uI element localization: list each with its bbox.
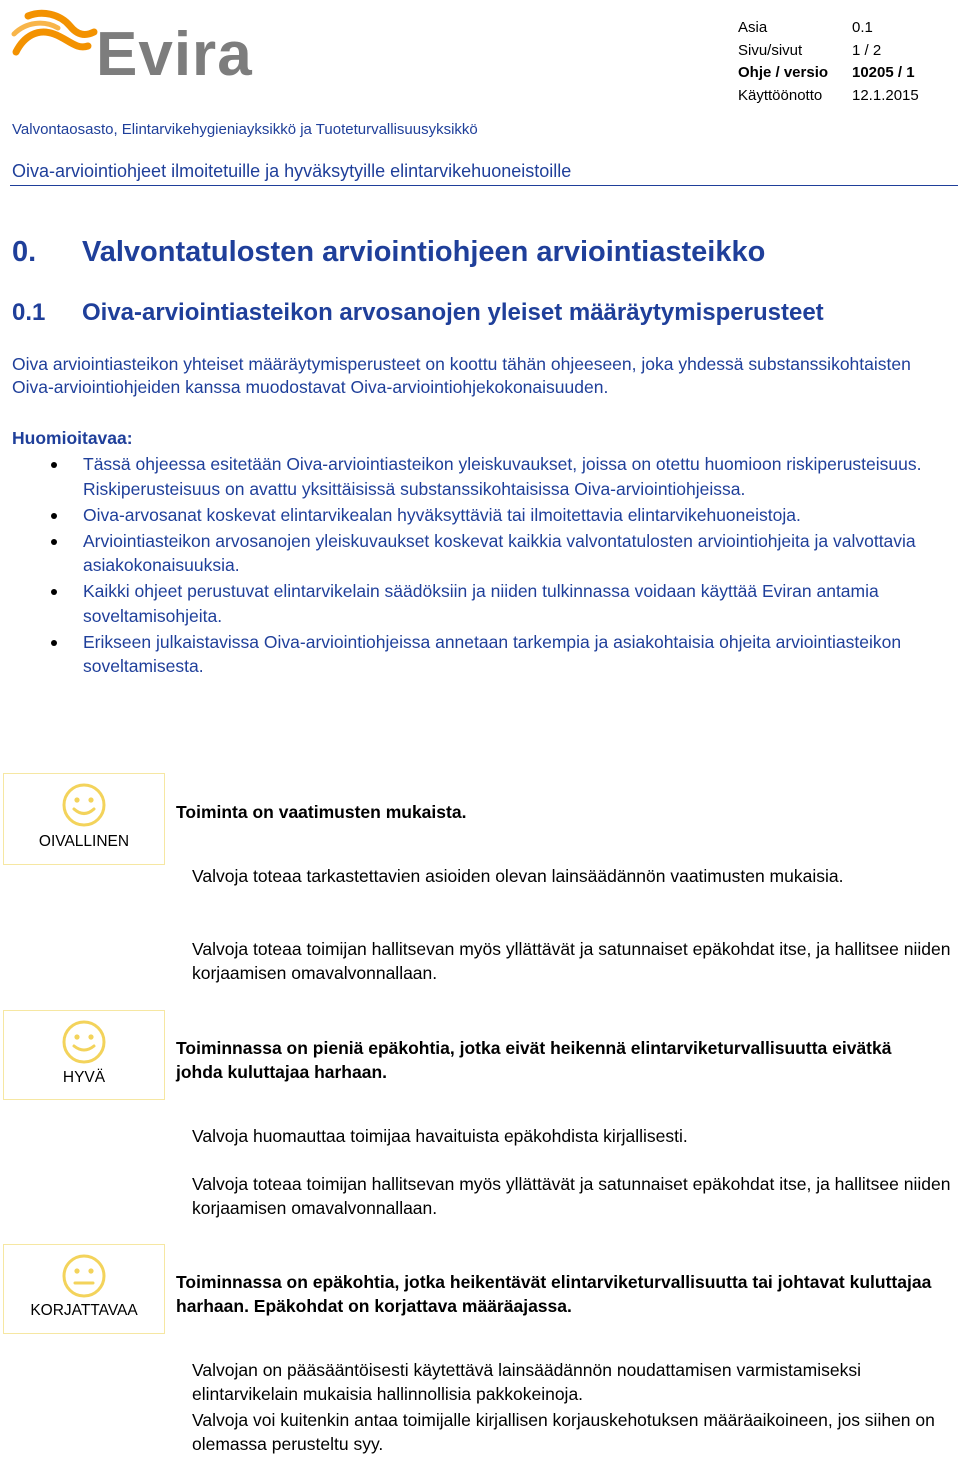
grade-box-oivallinen [3,773,165,865]
meta-label: Asia [738,19,768,36]
list-item: Kaikki ohjeet perustuvat elintarvikelain säädöksiin ja niiden tulkinnassa voidaan käyttää Eviran antamia soveltamisohjeita. [12,579,952,628]
department-line: Valvontaosasto, Elintarvikehygieniayksikkö ja Tuoteturvallisuusyksikkö [12,121,478,138]
grade-label: KORJATTAVAA [30,1302,138,1319]
grade-box-korjattavaa [3,1244,165,1334]
header-divider [10,185,958,186]
logo-wordmark: Evira [96,20,253,89]
grade-title: Toiminnassa on pieniä epäkohtia, jotka eivät heikennä elintarviketurvallisuutta eivätkä johda kuluttajaa harhaan. [176,1038,892,1082]
meta-value: 12.1.2015 [852,86,919,104]
meta-row [738,17,919,40]
smiley-neutral-icon [61,1253,107,1299]
subsection-number: 0.1 [12,299,46,326]
document-title: Oiva-arviointiohjeet ilmoitetuille ja hyväksytyille elintarvikehuoneistoille [12,161,572,181]
list-item: Tässä ohjeessa esitetään Oiva-arviointiasteikon yleiskuvaukset, joissa on otettu huomioon riskiperusteisuus. Riskiperusteisuus on avattu yksittäisissä substanssikohtaisissa Oiva-arviointiohjeissa. [12,452,952,501]
meta-row [738,62,919,85]
meta-value: 1 / 2 [852,41,882,59]
subsection-title: Oiva-arviointiasteikon arvosanojen yleiset määräytymisperusteet [82,299,824,326]
section-title: Valvontatulosten arviointiohjeen arviointiasteikko [82,236,766,268]
meta-row [738,85,919,108]
grade-text: Valvoja huomauttaa toimijaa havaituista epäkohdista kirjallisesti. [192,1126,688,1146]
meta-label: Sivu/sivut [738,41,803,59]
meta-row [738,40,919,63]
grade-label: OIVALLINEN [38,833,130,850]
grade-text: Valvoja toteaa toimijan hallitsevan myös yllättävät ja satunnaiset epäkohdat itse, ja hallitsee niiden korjaamisen omavalvonnallaan. [192,1174,951,1218]
grade-title: Toiminta on vaatimusten mukaista. [176,802,467,822]
meta-value: 10205 / 1 [852,64,915,81]
smiley-happy-icon [61,782,107,828]
evira-logo-mark-icon [10,6,100,84]
grade-label: HYVÄ [62,1069,106,1086]
grade-text: Valvoja toteaa toimijan hallitsevan myös yllättävät ja satunnaiset epäkohdat itse, ja hallitsee niiden korjaamisen omavalvonnallaan. [192,939,951,983]
meta-value: 0.1 [852,19,873,36]
grade-title: Toiminnassa on epäkohtia, jotka heikentävät elintarviketurvallisuutta tai johtavat kuluttajaa harhaan. Epäkohdat on korjattava määräajassa. [176,1272,932,1316]
note-title: Huomioitavaa: [12,428,133,448]
document-meta [738,17,919,107]
list-item: Erikseen julkaistavissa Oiva-arviointiohjeissa annetaan tarkempia ja asiakohtaisia ohjeita arviointiasteikon soveltamisesta. [12,630,952,679]
grade-text: Valvoja voi kuitenkin antaa toimijalle kirjallisen korjauskehotuksen määräaikoineen, jos siihen on olemassa perusteltu syy. [192,1410,935,1454]
grade-text: Valvoja toteaa tarkastettavien asioiden olevan lainsäädännön vaatimusten mukaisia. [192,866,844,886]
grade-box-hyva [3,1010,165,1100]
list-item: Oiva-arvosanat koskevat elintarvikealan hyväksyttäviä tai ilmoitettavia elintarvikehuoneistoja. [12,503,952,528]
subsection-heading [12,299,824,327]
list-item: Arviointiasteikon arvosanojen yleiskuvaukset koskevat kaikkia valvontatulosten arviointiohjeita ja valvottavia asiakokonaisuuksia. [12,529,952,578]
grade-text: Valvojan on pääsääntöisesti käytettävä lainsäädännön noudattamisen varmistamiseksi elintarvikelain mukaisia hallinnollisia pakkokeinoja. [192,1360,861,1404]
section-heading [12,236,765,269]
evira-logo [10,6,260,89]
meta-label: Ohje / versio [738,64,829,81]
intro-paragraph: Oiva arviointiasteikon yhteiset määräytymisperusteet on koottu tähän ohjeeseen, joka yhdessä substanssikohtaisten Oiva-arviointiohjeiden kanssa muodostavat Oiva-arviointiohjekokonaisuuden. [12,354,911,397]
note-bullet-list [12,452,952,680]
meta-label: Käyttöönotto [738,86,823,104]
smiley-happy-icon [61,1019,107,1065]
section-number: 0. [12,236,37,268]
